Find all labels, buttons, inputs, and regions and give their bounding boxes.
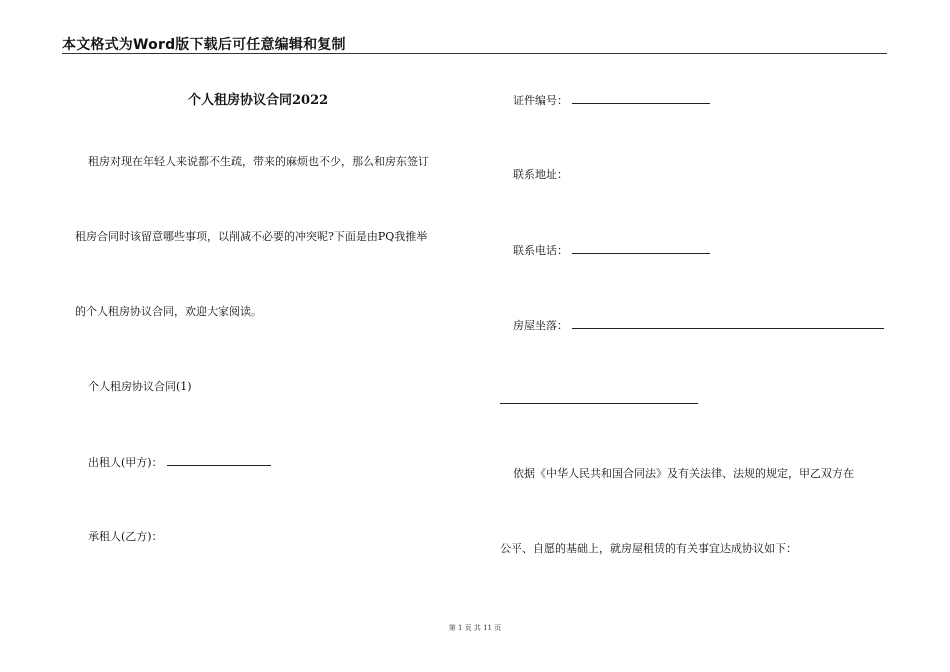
- lessor-field: [88, 455, 271, 470]
- id-number-blank: [572, 93, 710, 104]
- legal-basis-line-1: 依据《中华人民共和国合同法》及有关法律、法规的规定，甲乙双方在: [513, 467, 854, 480]
- address-field: [513, 168, 568, 182]
- page-header: [62, 34, 887, 54]
- section-title: 个人租房协议合同(1): [88, 380, 192, 393]
- lessee-field: [88, 530, 163, 544]
- address-label: 联系地址：: [513, 168, 568, 181]
- lessor-blank: [167, 455, 271, 466]
- id-number-field: [513, 93, 710, 108]
- page-number-footer: 第 1 页 共 11 页: [448, 624, 502, 632]
- intro-paragraph-line-1: 租房对现在年轻人来说都不生疏，带来的麻烦也不少，那么和房东签订: [88, 155, 429, 168]
- header-text: 本文格式为Word版下载后可任意编辑和复制: [62, 37, 346, 53]
- lessee-label: 承租人(乙方)：: [88, 530, 163, 543]
- phone-field: [513, 243, 710, 258]
- phone-blank: [572, 243, 710, 254]
- id-number-label: 证件编号：: [513, 94, 568, 107]
- intro-paragraph-line-2: 租房合同时该留意哪些事项，以削减不必要的冲突呢?下面是由PQ我推举: [75, 230, 428, 243]
- house-location-blank: [572, 318, 884, 329]
- phone-label: 联系电话：: [513, 244, 568, 257]
- house-location-field: [513, 318, 884, 333]
- legal-basis-line-2: 公平、自愿的基础上，就房屋租赁的有关事宜达成协议如下：: [500, 542, 797, 555]
- document-title: 个人租房协议合同2022: [188, 93, 329, 108]
- intro-paragraph-line-3: 的个人租房协议合同，欢迎大家阅读。: [75, 305, 262, 318]
- lessor-label: 出租人(甲方)：: [88, 456, 163, 469]
- house-location-label: 房屋坐落：: [513, 319, 568, 332]
- house-location-blank-continued: [500, 403, 698, 404]
